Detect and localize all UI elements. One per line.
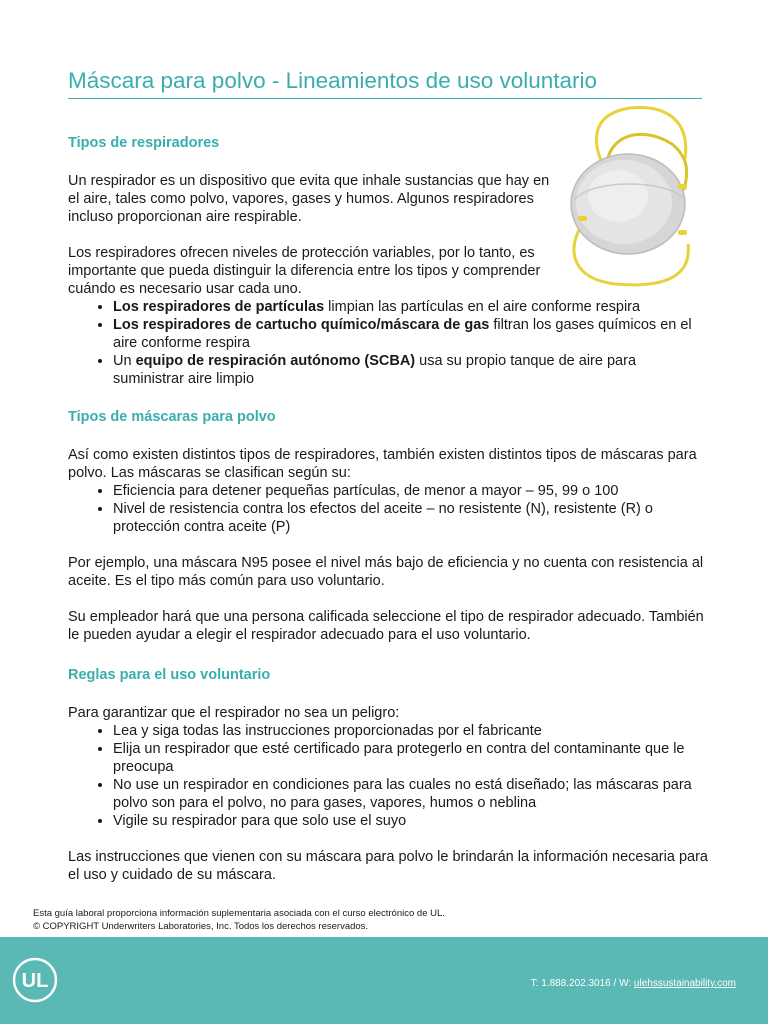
paragraph: Las instrucciones que vienen con su máscara para polvo le brindarán la información necesaria para el uso y cuidado de su máscara. bbox=[68, 849, 708, 883]
footnote bbox=[33, 907, 445, 933]
footer-band bbox=[0, 937, 768, 1024]
document-body bbox=[68, 134, 708, 884]
list-item: • Nivel de resistencia contra los efectos del aceite – no resistente (N), resistente (R) o protección contra aceite (P) bbox=[113, 500, 708, 536]
paragraph: Para garantizar que el respirador no sea un peligro: bbox=[68, 705, 400, 721]
section-heading-voluntary-use-rules: Reglas para el uso voluntario bbox=[68, 667, 271, 683]
paragraph: Así como existen distintos tipos de respiradores, también existen distintos tipos de máscaras para polvo. Las máscaras se clasifican según su: bbox=[68, 447, 697, 481]
list-item: • Los respiradores de cartucho químico/máscara de gas filtran los gases químicos en el aire conforme respira bbox=[113, 316, 708, 352]
list-item: • No use un respirador en condiciones para las cuales no está diseñado; las máscaras para polvo son para el polvo, no para gases, vapores, humos o neblina bbox=[113, 776, 708, 812]
bullet-list bbox=[68, 482, 708, 536]
list-item: • Un equipo de respiración autónomo (SCBA) usa su propio tanque de aire para suministrar aire limpio bbox=[113, 352, 708, 388]
paragraph: Un respirador es un dispositivo que evita que inhale sustancias que hay en el aire, tales como polvo, vapores, gases y humos. Algunos respiradores incluso proporcionan aire respirable. bbox=[68, 173, 550, 225]
title-divider bbox=[68, 98, 702, 99]
section-heading-respirator-types: Tipos de respiradores bbox=[68, 135, 220, 151]
bullet-list bbox=[68, 722, 708, 830]
list-item: • Elija un respirador que esté certificado para protegerlo en contra del contaminante que le preocupa bbox=[113, 740, 708, 776]
footer-contact: T: 1.888.202.3016 / W: ulehssustainability.com bbox=[530, 978, 736, 989]
ul-logo-text: UL bbox=[21, 970, 49, 992]
list-item: • Los respiradores de partículas limpian las partículas en el aire conforme respira bbox=[113, 298, 708, 316]
paragraph: Su empleador hará que una persona calificada seleccione el tipo de respirador adecuado. También le pueden ayudar a elegir el respirador adecuado para el uso voluntario. bbox=[68, 609, 704, 643]
bullet-list bbox=[68, 298, 708, 388]
list-item: • Lea y siga todas las instrucciones proporcionadas por el fabricante bbox=[113, 722, 708, 740]
website-link[interactable]: ulehssustainability.com bbox=[633, 978, 736, 989]
copyright-line: © COPYRIGHT Underwriters Laboratories, Inc. Todos los derechos reservados. bbox=[33, 921, 369, 932]
page-title: Máscara para polvo - Lineamientos de uso voluntario bbox=[68, 68, 598, 93]
paragraph: Por ejemplo, una máscara N95 posee el nivel más bajo de eficiencia y no cuenta con resistencia al aceite. Es el tipo más común para uso voluntario. bbox=[68, 555, 704, 589]
footnote-line: Esta guía laboral proporciona información suplementaria asociada con el curso electrónico de UL. bbox=[33, 908, 445, 919]
list-item: • Eficiencia para detener pequeñas partículas, de menor a mayor – 95, 99 o 100 bbox=[113, 482, 708, 500]
list-item: • Vigile su respirador para que solo use el suyo bbox=[113, 812, 708, 830]
section-heading-dust-mask-types: Tipos de máscaras para polvo bbox=[68, 409, 276, 425]
phone-number: 1.888.202.3016 bbox=[541, 978, 611, 989]
ul-logo bbox=[12, 957, 58, 1003]
paragraph: Los respiradores ofrecen niveles de protección variables, por lo tanto, es importante que pueda distinguir la diferencia entre los tipos y comprender cuándo es necesario usar cada uno. bbox=[68, 245, 541, 297]
